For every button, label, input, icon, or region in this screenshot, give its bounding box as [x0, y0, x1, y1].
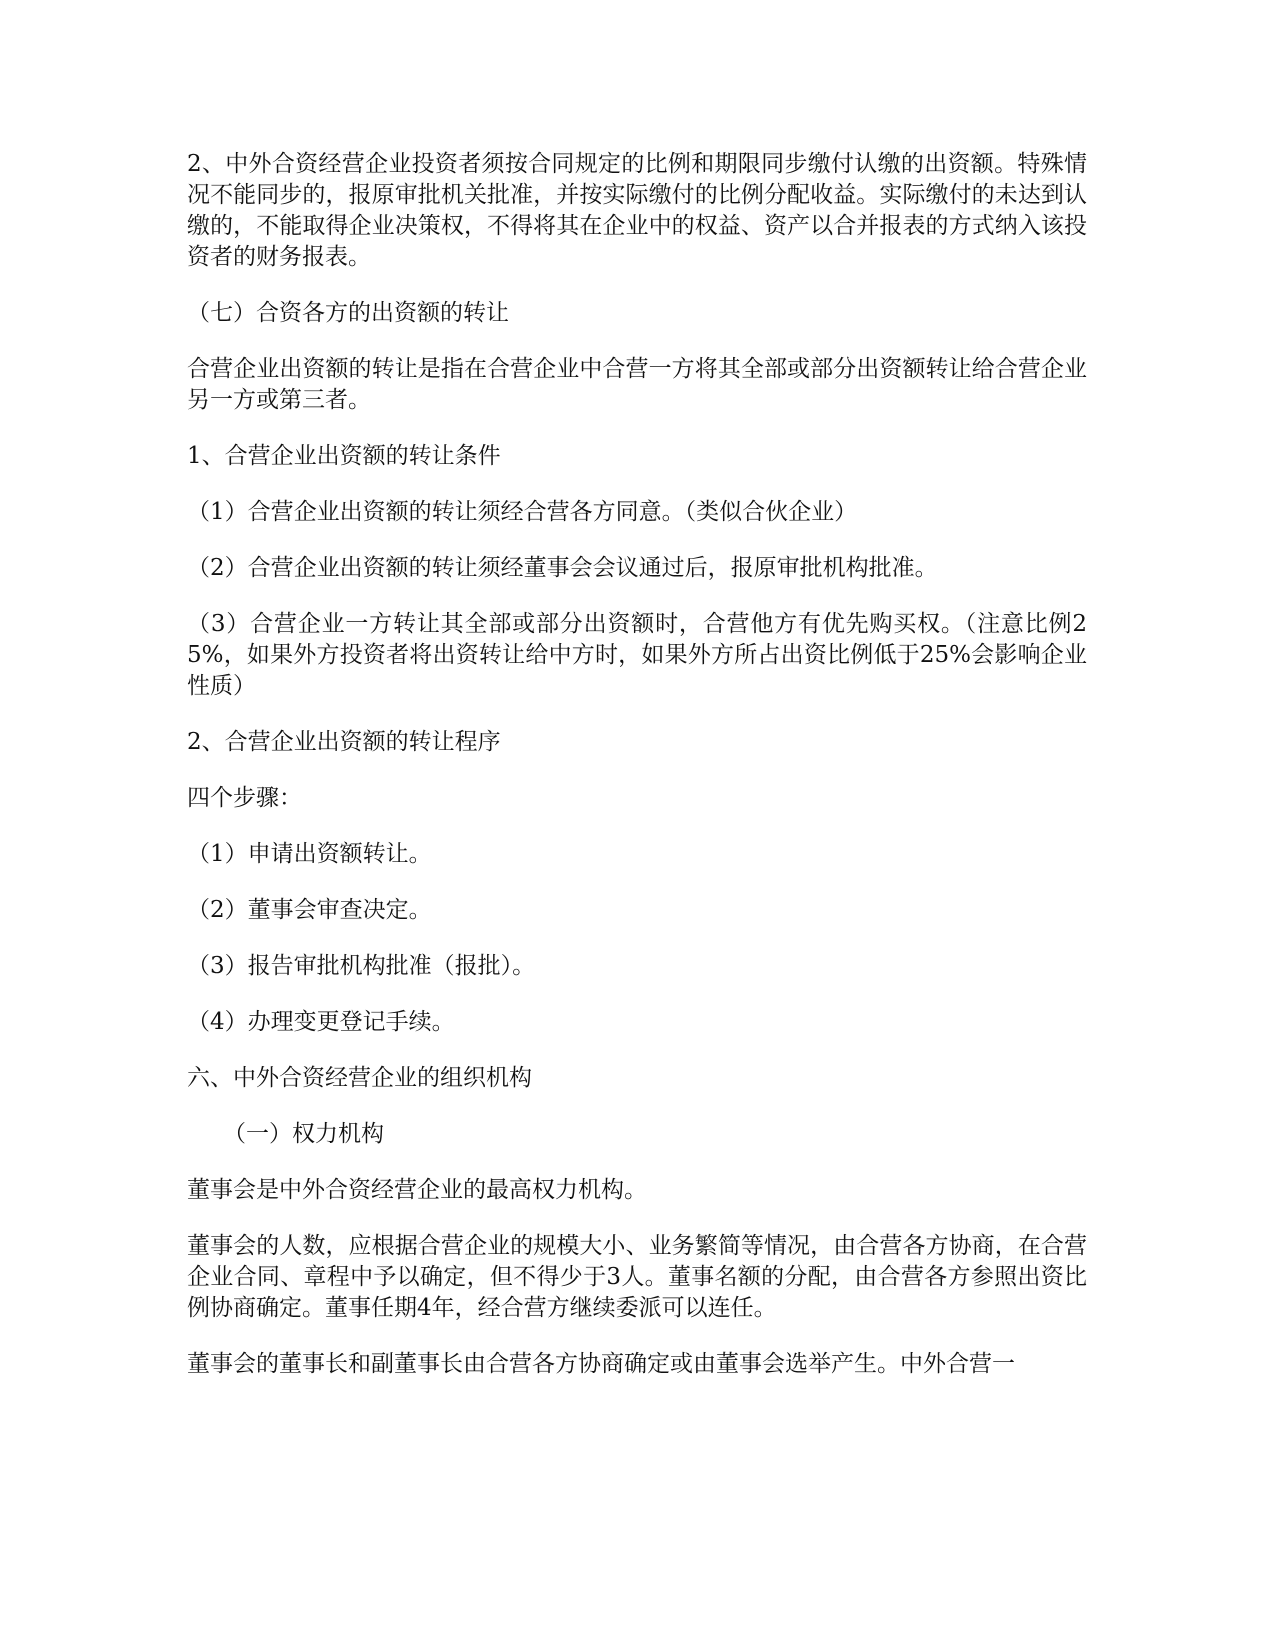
- list-item-condition-3: （3）合营企业一方转让其全部或部分出资额时，合营他方有优先购买权。（注意比例25%，如果外方投资者将出资转让给中方时，如果外方所占出资比例低于25%会影响企业性质）: [187, 611, 1087, 699]
- document-body: [187, 149, 1087, 1405]
- list-item-condition-2: （2）合营企业出资额的转让须经董事会会议通过后，报原审批机构批准。: [187, 555, 938, 581]
- paragraph-board-size: 董事会的人数，应根据合营企业的规模大小、业务繁简等情况，由合营各方协商，在合营企业合同、章程中予以确定，但不得少于3人。董事名额的分配，由合营各方参照出资比例协商确定。董事任期4年，经合营方继续委派可以连任。: [187, 1233, 1087, 1321]
- list-item-step-1: （1）申请出资额转让。: [187, 841, 432, 867]
- list-item-step-4: （4）办理变更登记手续。: [187, 1009, 455, 1035]
- paragraph-four-steps: 四个步骤：: [187, 785, 302, 811]
- list-item-condition-1: （1）合营企业出资额的转让须经合营各方同意。（类似合伙企业）: [187, 499, 858, 525]
- heading-organization: 六、中外合资经营企业的组织机构: [187, 1065, 532, 1091]
- paragraph-chairman: 董事会的董事长和副董事长由合营各方协商确定或由董事会选举产生。中外合营一: [187, 1351, 1015, 1377]
- heading-power-organ: （一）权力机构: [223, 1121, 384, 1147]
- heading-transfer-procedure: 2、合营企业出资额的转让程序: [187, 729, 501, 755]
- paragraph-capital-contribution-sync: 2、中外合资经营企业投资者须按合同规定的比例和期限同步缴付认缴的出资额。特殊情况不能同步的，报原审批机关批准，并按实际缴付的比例分配收益。实际缴付的未达到认缴的，不能取得企业决策权，不得将其在企业中的权益、资产以合并报表的方式纳入该投资者的财务报表。: [187, 151, 1087, 270]
- paragraph-transfer-definition: 合营企业出资额的转让是指在合营企业中合营一方将其全部或部分出资额转让给合营企业另一方或第三者。: [187, 356, 1087, 413]
- list-item-step-3: （3）报告审批机构批准（报批）。: [187, 953, 536, 979]
- paragraph-board-highest-authority: 董事会是中外合资经营企业的最高权力机构。: [187, 1177, 647, 1203]
- list-item-step-2: （2）董事会审查决定。: [187, 897, 432, 923]
- heading-transfer-conditions: 1、合营企业出资额的转让条件: [187, 443, 501, 469]
- heading-capital-transfer: （七）合资各方的出资额的转让: [187, 300, 509, 326]
